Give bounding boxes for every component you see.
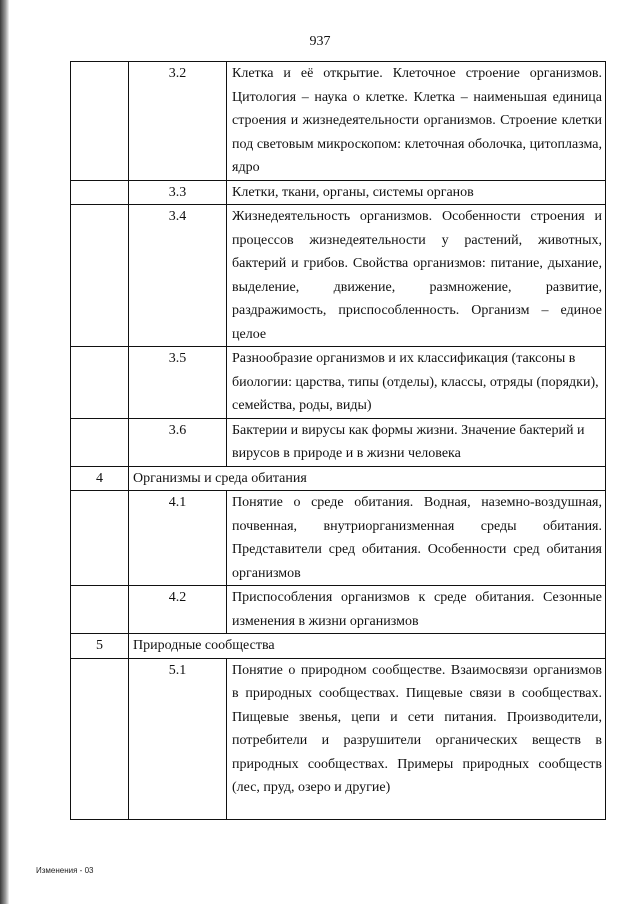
subsection-number: 4.2	[129, 586, 227, 634]
table-row	[71, 418, 606, 466]
subsection-number: 4.1	[129, 491, 227, 586]
subsection-text: Жизнедеятельность организмов. Особенности строения и процессов жизнедеятельности у растений, животных, бактерий и грибов. Свойства организмов: питание, дыхание, выделение, движение, размножение, развитие, раздражимость, приспособленность. Организм – единое целое	[227, 205, 606, 347]
subsection-text: Клетки, ткани, органы, системы органов	[227, 180, 606, 205]
subsection-number: 3.2	[129, 62, 227, 181]
subsection-text: Бактерии и вирусы как формы жизни. Значение бактерий и вирусов в природе и в жизни человека	[227, 418, 606, 466]
subsection-number: 5.1	[129, 658, 227, 819]
section-number-cell	[71, 658, 129, 819]
scan-edge-shadow	[0, 0, 9, 904]
subsection-number: 3.3	[129, 180, 227, 205]
section-title: Организмы и среда обитания	[129, 466, 606, 491]
table-row	[71, 180, 606, 205]
section-number-cell	[71, 491, 129, 586]
subsection-text: Приспособления организмов к среде обитания. Сезонные изменения в жизни организмов	[227, 586, 606, 634]
table-row	[71, 658, 606, 819]
table-row	[71, 205, 606, 347]
section-number-cell	[71, 347, 129, 419]
curriculum-table	[70, 61, 606, 820]
table-row	[71, 62, 606, 181]
section-row	[71, 634, 606, 659]
subsection-number: 3.5	[129, 347, 227, 419]
section-title: Природные сообщества	[129, 634, 606, 659]
section-number-cell	[71, 62, 129, 181]
subsection-text: Разнообразие организмов и их классификация (таксоны в биологии: царства, типы (отделы), классы, отряды (порядки), семейства, роды, виды)	[227, 347, 606, 419]
section-number: 5	[71, 634, 129, 659]
subsection-text: Понятие о среде обитания. Водная, наземно-воздушная, почвенная, внутриорганизменная среды обитания. Представители сред обитания. Особенности сред обитания организмов	[227, 491, 606, 586]
section-row	[71, 466, 606, 491]
page-number: 937	[309, 34, 331, 49]
section-number-cell	[71, 586, 129, 634]
subsection-text: Клетка и её открытие. Клеточное строение организмов. Цитология – наука о клетке. Клетка – наименьшая единица строения и жизнедеятельности организмов. Строение клетки под световым микроскопом: клеточная оболочка, цитоплазма, ядро	[227, 62, 606, 181]
subsection-number: 3.6	[129, 418, 227, 466]
subsection-text: Понятие о природном сообществе. Взаимосвязи организмов в природных сообществах. Пищевые связи в сообществах. Пищевые звенья, цепи и сети питания. Производители, потребители и разрушители органических веществ в природных сообществах. Примеры природных сообществ (лес, пруд, озеро и другие)	[227, 658, 606, 819]
table-row	[71, 347, 606, 419]
revision-footer: Изменения - 03	[36, 866, 94, 875]
section-number: 4	[71, 466, 129, 491]
section-number-cell	[71, 205, 129, 347]
subsection-number: 3.4	[129, 205, 227, 347]
section-number-cell	[71, 418, 129, 466]
section-number-cell	[71, 180, 129, 205]
table-row	[71, 586, 606, 634]
table-row	[71, 491, 606, 586]
